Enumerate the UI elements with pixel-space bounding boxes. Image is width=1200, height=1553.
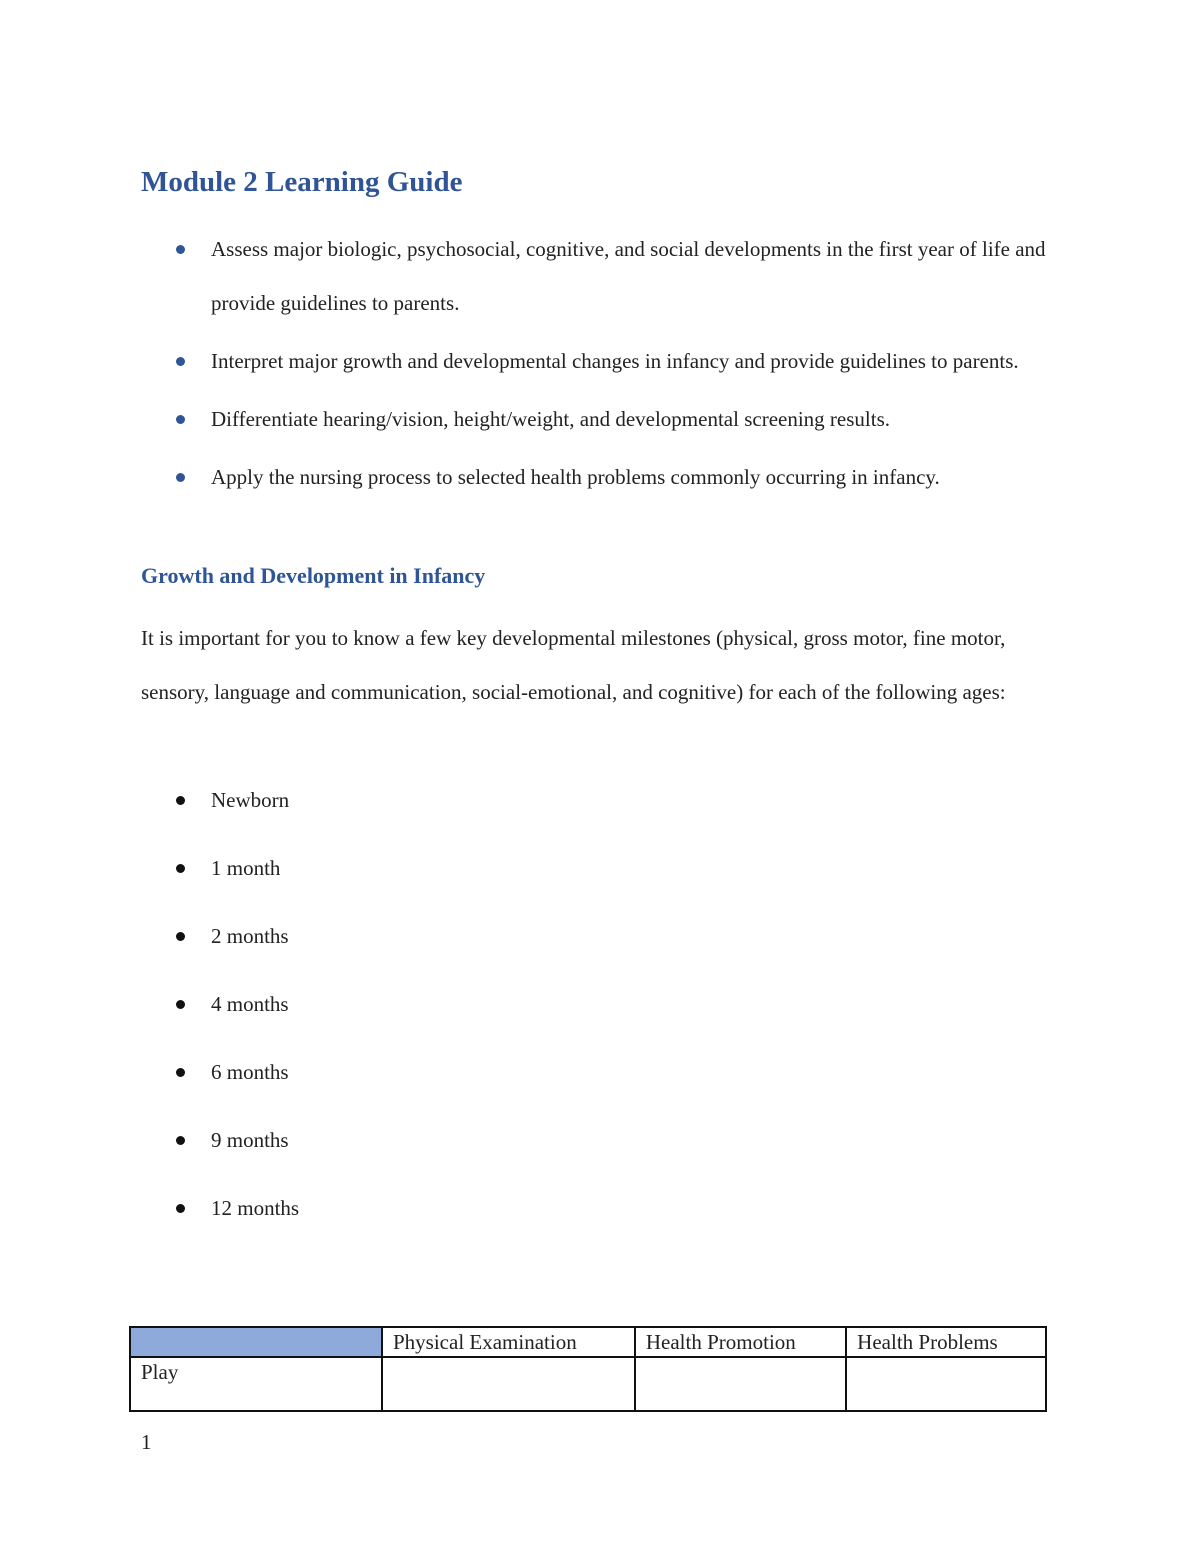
- age-label: Newborn: [211, 788, 290, 812]
- list-item: [141, 1046, 299, 1114]
- bullet-icon: [176, 1000, 185, 1009]
- list-item: [141, 450, 1061, 504]
- age-label: 9 months: [211, 1128, 289, 1152]
- bullet-icon: [176, 415, 185, 424]
- list-item: [141, 1114, 299, 1182]
- bullet-icon: [176, 1068, 185, 1077]
- list-item: [141, 392, 1061, 446]
- table-cell: [635, 1357, 846, 1411]
- list-item: [141, 842, 299, 910]
- intro-paragraph: It is important for you to know a few key developmental milestones (physical, gross motor, fine motor, sensory, language and communication, social-emotional, and cognitive) for each of the following ages:: [141, 626, 1006, 704]
- table-header-row: [130, 1327, 1046, 1357]
- bullet-icon: [176, 864, 185, 873]
- table-header-health-problems: Health Problems: [846, 1327, 1046, 1357]
- list-item: [141, 774, 299, 842]
- list-item: [141, 222, 1061, 330]
- age-label: 1 month: [211, 856, 281, 880]
- table-cell: Play: [130, 1357, 382, 1411]
- bullet-icon: [176, 473, 185, 482]
- bullet-icon: [176, 1204, 185, 1213]
- table-cell: [846, 1357, 1046, 1411]
- age-list: [141, 774, 299, 1250]
- bullet-icon: [176, 357, 185, 366]
- table-header-health-promotion: Health Promotion: [635, 1327, 846, 1357]
- objective-text: Differentiate hearing/vision, height/weight, and developmental screening results.: [211, 407, 890, 431]
- age-label: 6 months: [211, 1060, 289, 1084]
- list-item: [141, 1182, 299, 1250]
- objective-text: Interpret major growth and developmental changes in infancy and provide guidelines to parents.: [211, 349, 1019, 373]
- page-title: Module 2 Learning Guide: [141, 166, 463, 198]
- age-label: 12 months: [211, 1196, 300, 1220]
- milestones-table: [129, 1326, 1047, 1412]
- objective-text: Apply the nursing process to selected health problems commonly occurring in infancy.: [211, 465, 940, 489]
- list-item: [141, 978, 299, 1046]
- table-row: [130, 1357, 1046, 1411]
- objective-text: Assess major biologic, psychosocial, cognitive, and social developments in the first year of life and provide guidelines to parents.: [211, 237, 1046, 315]
- age-label: 2 months: [211, 924, 289, 948]
- table-header-blank: [130, 1327, 382, 1357]
- table-header-physical-examination: Physical Examination: [382, 1327, 635, 1357]
- section-heading: Growth and Development in Infancy: [141, 563, 486, 588]
- page-number: 1: [141, 1430, 152, 1454]
- table-cell: [382, 1357, 635, 1411]
- bullet-icon: [176, 932, 185, 941]
- learning-objectives-list: [141, 222, 1061, 508]
- age-label: 4 months: [211, 992, 289, 1016]
- bullet-icon: [176, 245, 185, 254]
- list-item: [141, 910, 299, 978]
- bullet-icon: [176, 1136, 185, 1145]
- list-item: [141, 334, 1061, 388]
- bullet-icon: [176, 796, 185, 805]
